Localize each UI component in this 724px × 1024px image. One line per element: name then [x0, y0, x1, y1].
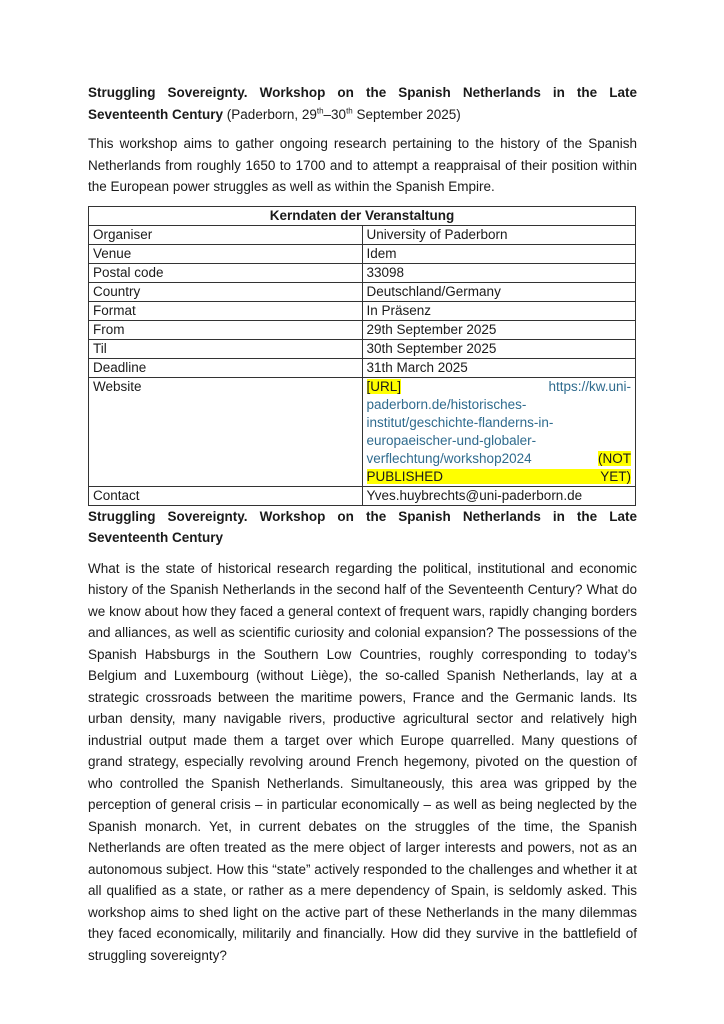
- row-key: Venue: [89, 244, 363, 263]
- heading-sup-1: th: [316, 106, 324, 115]
- table-row: [89, 282, 636, 301]
- row-value: Deutschland/Germany: [362, 282, 636, 301]
- table-row: [89, 301, 636, 320]
- heading-sup-2: th: [346, 106, 353, 115]
- row-value: In Präsenz: [362, 301, 636, 320]
- row-value: 30th September 2025: [362, 339, 636, 358]
- row-key: From: [89, 320, 363, 339]
- table-row-contact: [89, 486, 636, 505]
- heading-place-suffix: September 2025): [352, 106, 461, 122]
- body-paragraph: What is the state of historical research regarding the political, institutional and economic history of the Spanish Netherlands in the second half of the Seventeenth Century? What do we know about how they faced a general context of frequent wars, rapidly changing borders and alliances, as well as scientific curiosity and colonial expansion? The possessions of the Spanish Habsburgs in the Southern Low Countries, roughly corresponding to today’s Belgium and Luxembourg (without Liège), the so-called Spanish Netherlands, lay at a strategic crossroads between the maritime powers, France and the Germanic lands. Its urban density, many navigable rivers, productive agricultural sector and relatively high industrial output made them a target over which Europe quarrelled. Many questions of grand strategy, especially revolving around French hegemony, pivoted on the question of who controlled the Spanish Netherlands. Simultaneously, this area was gripped by the perception of general crisis – in particular economically – as well as being neglected by the Spanish monarch. Yet, in current debates on the struggles of the time, the Spanish Netherlands are often treated as the mere object of larger interests and powers, not as an autonomous subject. How this “state” actively responded to the challenges and whether it at all qualified as a state, or rather as a mere dependency of Spain, is seldomly asked. This workshop aims to shed light on the active part of these Netherlands in the many dilemmas they faced economically, militarily and financially. How did they survive in the battlefield of struggling sovereignty?: [88, 560, 637, 963]
- url-tag: [URL]: [366, 378, 402, 394]
- row-key: Website: [89, 377, 363, 486]
- row-value: 33098: [362, 263, 636, 282]
- table-row: [89, 320, 636, 339]
- row-key: Deadline: [89, 358, 363, 377]
- row-key: Postal code: [89, 263, 363, 282]
- contact-email: Yves.huybrechts@uni-paderborn.de: [362, 486, 636, 505]
- heading-title: Struggling Sovereignty. Workshop on the Spanish Netherlands in the Late Seventeenth Century: [88, 85, 637, 122]
- row-key: Til: [89, 339, 363, 358]
- table-header: Kerndaten der Veranstaltung: [89, 206, 636, 225]
- row-value: Idem: [362, 244, 636, 263]
- table-row-website: [89, 377, 636, 486]
- row-key: Country: [89, 282, 363, 301]
- section-title: Struggling Sovereignty. Workshop on the Spanish Netherlands in the Late Seventeenth Century: [88, 508, 637, 545]
- table-row: [89, 339, 636, 358]
- row-key: Format: [89, 301, 363, 320]
- table-row: [89, 358, 636, 377]
- table-row: [89, 225, 636, 244]
- website-link[interactable]: https://kw.uni-paderborn.de/historisches-institut/geschichte-flanderns-in-europaeischer-und-globaler-verflechtung/workshop2024: [366, 378, 631, 466]
- heading-dash: –30: [323, 106, 347, 122]
- intro-paragraph: This workshop aims to gather ongoing research pertaining to the history of the Spanish Netherlands from roughly 1650 to 1700 and to attempt a reappraisal of their position within the European power struggles as well as within the Spanish Empire.: [88, 136, 637, 194]
- not-published-note: (NOT PUBLISHED YET): [366, 450, 631, 484]
- document-page: [88, 82, 637, 966]
- document-heading: [88, 82, 637, 125]
- row-key: Contact: [89, 486, 363, 505]
- row-key: Organiser: [89, 225, 363, 244]
- key-data-table: [88, 206, 636, 506]
- row-value: University of Paderborn: [362, 225, 636, 244]
- table-row: [89, 244, 636, 263]
- table-header-row: [89, 206, 636, 225]
- row-value: 31th March 2025: [362, 358, 636, 377]
- row-value: 29th September 2025: [362, 320, 636, 339]
- table-row: [89, 263, 636, 282]
- website-cell: [362, 377, 636, 486]
- heading-place-prefix: (Paderborn, 29: [223, 106, 317, 122]
